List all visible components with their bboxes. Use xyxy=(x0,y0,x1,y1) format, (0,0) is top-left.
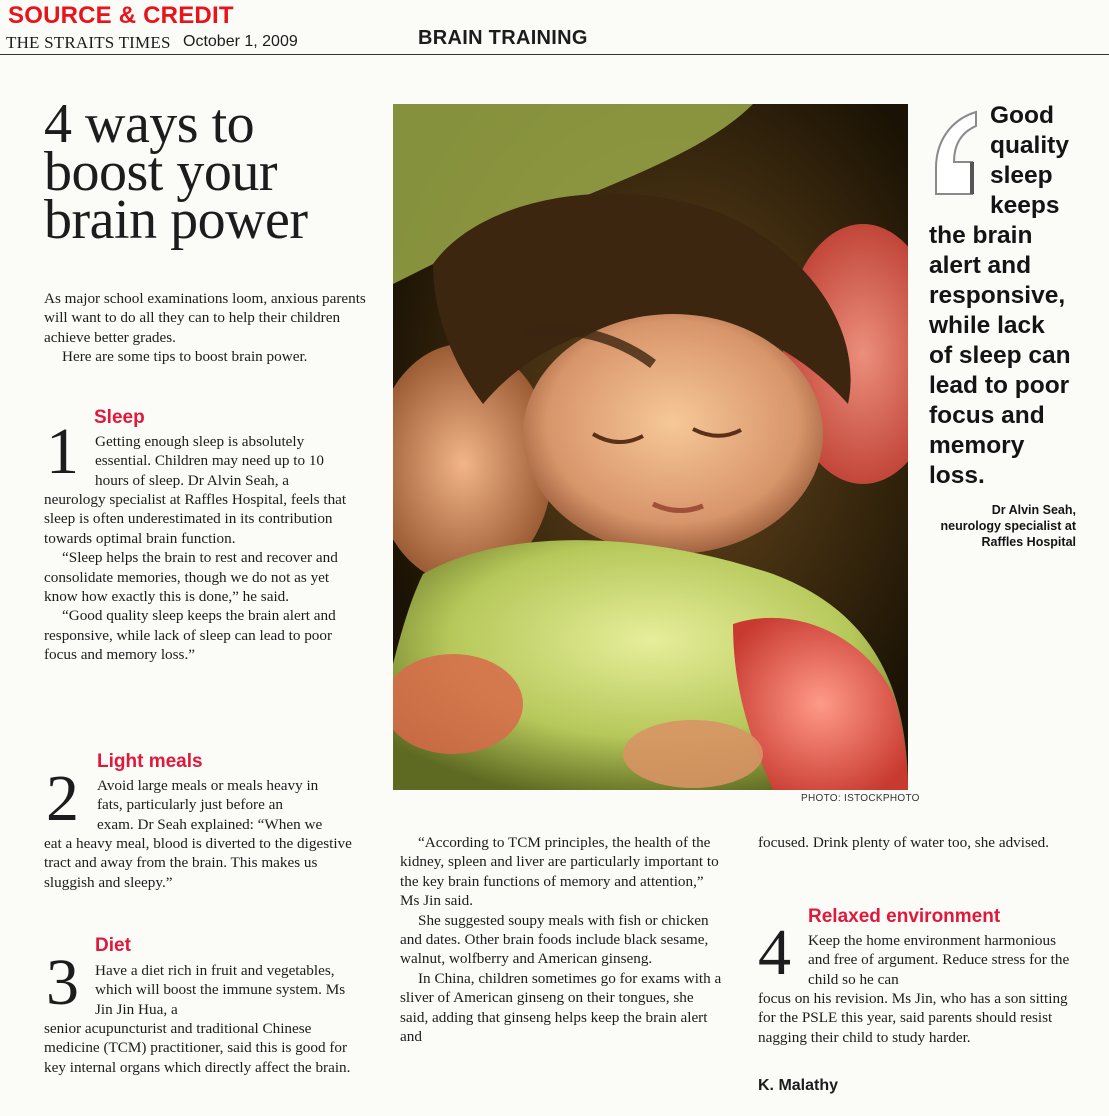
headline xyxy=(44,93,384,251)
tip-title: Diet xyxy=(95,935,131,956)
pull-quote-line: Good xyxy=(990,102,1054,129)
tip-lead xyxy=(97,776,377,834)
pull-quote-line: while lack xyxy=(929,312,1045,339)
pull-quote-attribution xyxy=(914,502,1076,550)
section-label: BRAIN TRAINING xyxy=(418,27,588,49)
publication-name: THE STRAITS TIMES xyxy=(6,33,171,52)
tip-lead-line: Avoid large meals or meals heavy in xyxy=(97,777,319,794)
tip-lead-line: exam. Dr Seah explained: “When we xyxy=(97,815,323,833)
headline-line: boost your xyxy=(44,141,277,203)
byline: K. Malathy xyxy=(758,1077,839,1094)
masthead-rule xyxy=(0,54,1109,55)
pull-quote-line: lead to poor xyxy=(929,372,1070,399)
quote-mark-icon xyxy=(928,108,980,198)
middle-paragraph: In China, children sometimes go for exams with a sliver of American ginseng on their tongues, she said, adding that ginseng helps keep the brain alert and xyxy=(400,969,722,1046)
pull-quote-narrow xyxy=(990,101,1100,221)
photo-illustration xyxy=(393,104,908,790)
pull-quote-line: quality xyxy=(990,132,1069,159)
tip-lead xyxy=(808,931,1080,989)
tip-body xyxy=(758,989,1076,1047)
pull-quote-line: focus and xyxy=(929,402,1045,429)
pull-quote-line: responsive, xyxy=(929,282,1066,309)
pull-quote-line: the brain xyxy=(929,222,1033,249)
middle-column xyxy=(400,833,724,1046)
tip-title: Light meals xyxy=(97,751,203,772)
pull-quote-wide xyxy=(929,221,1104,491)
pull-quote-line: sleep xyxy=(990,162,1053,189)
pull-quote-line: alert and xyxy=(929,252,1032,279)
intro-paragraph: Here are some tips to boost brain power. xyxy=(62,348,308,366)
tip-paragraph: “Good quality sleep keeps the brain alert and responsive, while lack of sleep can lead to poor focus and memory loss.” xyxy=(44,607,336,664)
attribution-line: Dr Alvin Seah, xyxy=(991,503,1076,517)
intro xyxy=(44,289,374,367)
tip-number: 2 xyxy=(46,762,79,835)
tip-number: 1 xyxy=(46,415,79,488)
tip-lead xyxy=(95,961,357,1019)
tip-number: 3 xyxy=(46,946,79,1019)
pull-quote-line: memory xyxy=(929,432,1025,459)
right-paragraph: focused. Drink plenty of water too, she advised. xyxy=(758,834,1050,851)
tip-lead-text: Have a diet rich in fruit and vegetables, which will boost the immune system. Ms Jin Jin Hua, a xyxy=(95,962,346,1018)
headline-line: 4 ways to xyxy=(44,93,255,155)
tip-title: Sleep xyxy=(94,407,145,428)
tip-lead-text: Keep the home environment harmonious and free of argument. Reduce stress for the child so he can xyxy=(808,932,1070,988)
tip-paragraph: focus on his revision. Ms Jin, who has a son sitting for the PSLE this year, said parents should resist nagging their child to study harder. xyxy=(758,990,1068,1046)
attribution-line: neurology specialist at xyxy=(940,519,1076,533)
tip-lead-line: fats, particularly just before an xyxy=(97,796,283,814)
publication-date: October 1, 2009 xyxy=(183,33,298,50)
middle-paragraph: “According to TCM principles, the health of the kidney, spleen and liver are particularly important to the key brain functions of memory and attention,” Ms Jin said. xyxy=(400,834,719,910)
tip-lead-text: Getting enough sleep is absolutely essential. Children may need up to 10 hours of sleep. Dr Alvin Seah, a xyxy=(95,433,325,489)
source-credit-label: SOURCE & CREDIT xyxy=(8,2,234,29)
tip-paragraph: eat a heavy meal, blood is diverted to the digestive tract and away from the brain. This makes us sluggish and sleepy.” xyxy=(44,835,352,891)
headline-line: brain power xyxy=(44,189,308,251)
pull-quote-line: keeps xyxy=(990,192,1060,219)
middle-paragraph: She suggested soupy meals with fish or chicken and dates. Other brain foods include black sesame, walnut, wolfberry and American ginseng. xyxy=(400,911,709,968)
tip-body xyxy=(44,1019,360,1077)
tip-lead xyxy=(95,432,357,490)
tip-title: Relaxed environment xyxy=(808,906,1001,927)
attribution-line: Raffles Hospital xyxy=(981,535,1076,549)
sleeping-child-photo xyxy=(393,104,908,790)
pull-quote-line: of sleep can xyxy=(929,342,1071,369)
tip-number: 4 xyxy=(758,916,791,989)
right-column-continuation xyxy=(758,833,1068,852)
tip-paragraph: “Sleep helps the brain to rest and recover and consolidate memories, though we do not as yet know how exactly this is done,” he said. xyxy=(44,549,338,606)
tip-paragraph: neurology specialist at Raffles Hospital, feels that sleep is often underestimated in its contribution towards optimal brain function. xyxy=(44,491,347,547)
tip-paragraph: senior acupuncturist and traditional Chinese medicine (TCM) practitioner, said this is good for key internal organs which directly affect the brain. xyxy=(44,1020,351,1076)
tip-body xyxy=(44,490,362,665)
pull-quote-line: loss. xyxy=(929,462,985,489)
tip-body xyxy=(44,834,366,892)
photo-credit: PHOTO: ISTOCKPHOTO xyxy=(801,793,920,804)
intro-paragraph: As major school examinations loom, anxious parents will want to do all they can to help their children achieve better grades. xyxy=(44,290,366,346)
